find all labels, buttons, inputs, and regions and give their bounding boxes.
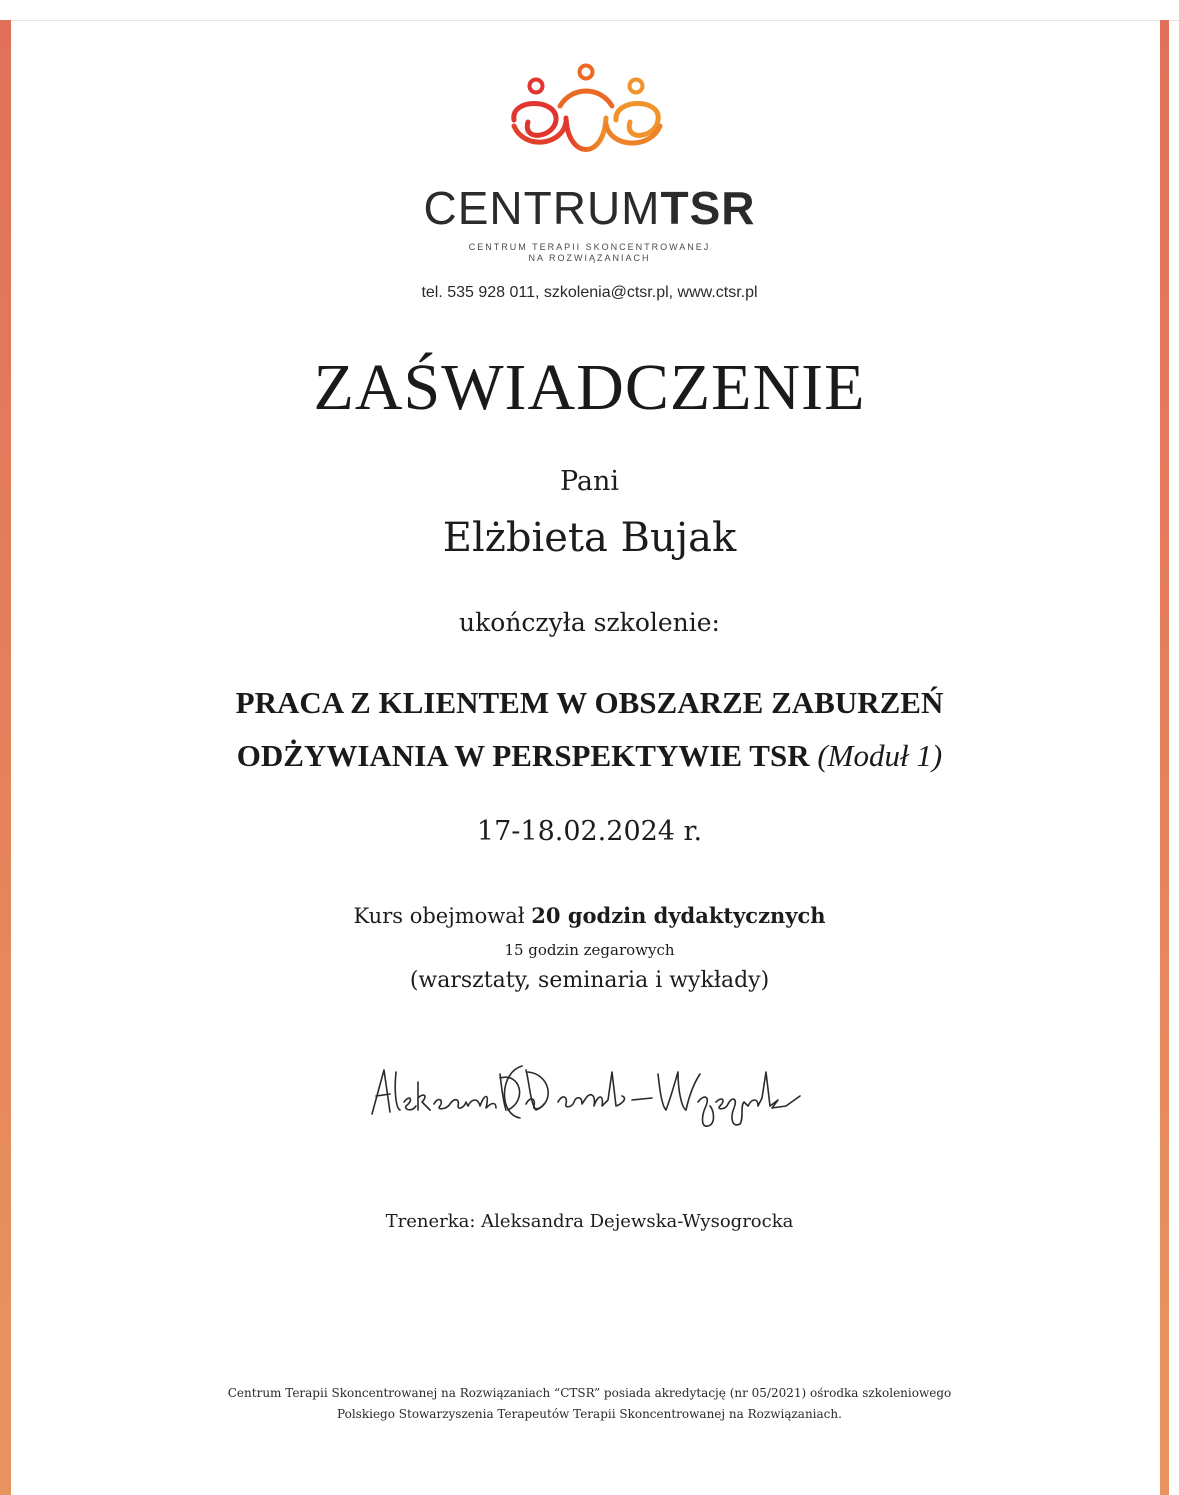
- trainer-signature: [360, 1052, 810, 1142]
- course-hours: [0, 900, 1179, 932]
- page-top-edge: [0, 20, 1179, 21]
- ctsr-logo-icon: [500, 62, 672, 168]
- recipient-name: Elżbieta Bujak: [442, 515, 737, 561]
- logo-name-bold: TSR: [660, 182, 756, 234]
- hours-clock: 15 godzin zegarowych: [504, 941, 675, 959]
- accreditation-footer: [0, 1383, 1179, 1425]
- logo-wordmark: [0, 178, 1179, 238]
- logo-subtitle: [0, 242, 1179, 264]
- course-title: [0, 676, 1179, 782]
- hours-prefix: Kurs obejmował: [353, 904, 525, 928]
- logo-subtitle-line2: NA ROZWIĄZANIACH: [528, 253, 651, 263]
- footer-line2: Polskiego Stowarzyszenia Terapeutów Terapii Skoncentrowanej na Rozwiązaniach.: [337, 1407, 842, 1421]
- course-module: (Moduł 1): [817, 738, 943, 773]
- course-title-line2-text: ODŻYWIANIA W PERSPEKTYWIE TSR: [236, 738, 810, 773]
- hours-didactic: 20 godzin dydaktycznych: [531, 903, 826, 928]
- contact-info: tel. 535 928 011, szkolenia@ctsr.pl, www.ctsr.pl: [421, 284, 758, 301]
- completed-text: ukończyła szkolenie:: [459, 608, 720, 637]
- trainer-name: Trenerka: Aleksandra Dejewska-Wysogrocka: [385, 1211, 794, 1232]
- course-dates: 17-18.02.2024 r.: [476, 816, 703, 847]
- course-title-line2: [0, 729, 1179, 782]
- logo-subtitle-line1: CENTRUM TERAPII SKONCENTROWANEJ: [468, 242, 711, 252]
- course-title-line1: PRACA Z KLIENTEM W OBSZARZE ZABURZEŃ: [235, 685, 944, 720]
- course-forms: (warsztaty, seminaria i wykłady): [409, 968, 770, 993]
- logo-name-light: CENTRUM: [423, 182, 661, 234]
- footer-line1: Centrum Terapii Skoncentrowanej na Rozwiązaniach “CTSR” posiada akredytację (nr 05/2021) ośrodka szkoleniowego: [227, 1386, 952, 1400]
- salutation: Pani: [559, 466, 620, 497]
- certificate-title: ZAŚWIADCZENIE: [313, 351, 866, 424]
